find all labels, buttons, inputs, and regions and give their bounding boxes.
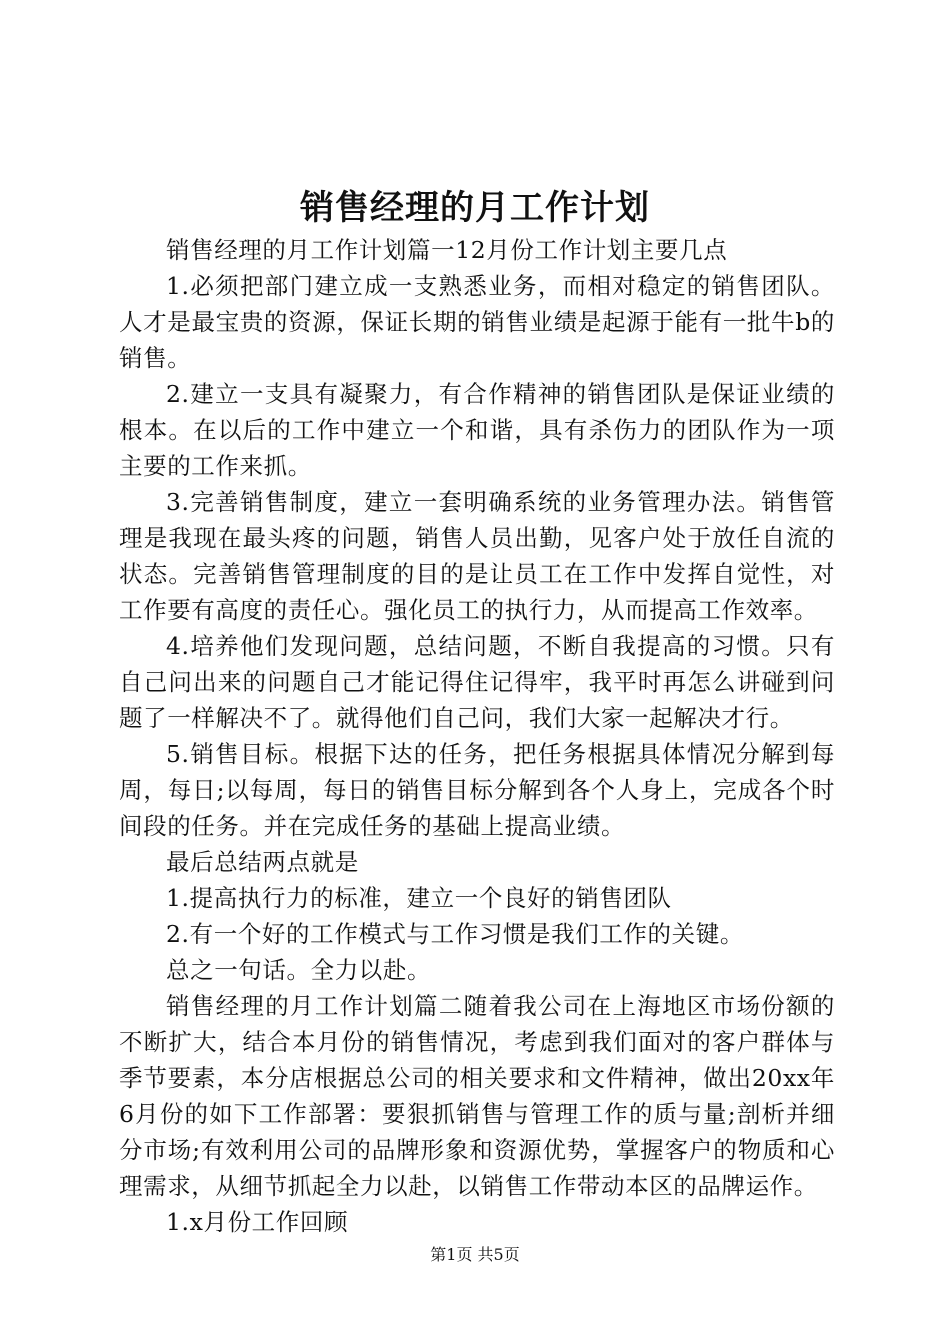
paragraph-summary-1: 1.提高执行力的标准，建立一个良好的销售团队 (166, 884, 672, 912)
page-footer: 第1页 共5页 (430, 1245, 520, 1264)
paragraph-item-5: 5.销售目标。根据下达的任务，把任务根据具体情况分解到每周，每日;以每周，每日的销售目标分解到各个人身上，完成各个时间段的任务。并在完成任务的基础上提高业绩。 (119, 740, 835, 840)
paragraph-summary-heading: 最后总结两点就是 (166, 848, 359, 876)
paragraph-conclusion: 总之一句话。全力以赴。 (166, 956, 432, 984)
paragraph-part-two: 销售经理的月工作计划篇二随着我公司在上海地区市场份额的不断扩大，结合本月份的销售情况，考虑到我们面对的客户群体与季节要素，本分店根据总公司的相关要求和文件精神，做出20xx年6月份的如下工作部署：要狠抓销售与管理工作的质与量;剖析并细分市场;有效利用公司的品牌形象和资源优势，掌握客户的物质和心理需求，从细节抓起全力以赴，以销售工作带动本区的品牌运作。 (119, 992, 835, 1200)
paragraph-item-1: 1.必须把部门建立成一支熟悉业务，而相对稳定的销售团队。人才是最宝贵的资源，保证长期的销售业绩是起源于能有一批牛b的销售。 (119, 272, 835, 372)
paragraph-item-3: 3.完善销售制度，建立一套明确系统的业务管理办法。销售管理是我现在最头疼的问题，销售人员出勤，见客户处于放任自流的状态。完善销售管理制度的目的是让员工在工作中发挥自觉性，对工作要有高度的责任心。强化员工的执行力，从而提高工作效率。 (119, 488, 835, 624)
paragraph-item-2: 2.建立一支具有凝聚力，有合作精神的销售团队是保证业绩的根本。在以后的工作中建立一个和谐，具有杀伤力的团队作为一项主要的工作来抓。 (119, 380, 835, 480)
paragraph-item-4: 4.培养他们发现问题，总结问题，不断自我提高的习惯。只有自己问出来的问题自己才能记得住记得牢，我平时再怎么讲碰到问题了一样解决不了。就得他们自己问，我们大家一起解决才行。 (119, 632, 835, 732)
paragraph-summary-2: 2.有一个好的工作模式与工作习惯是我们工作的关键。 (166, 920, 744, 948)
document-title: 销售经理的月工作计划 (300, 188, 650, 228)
document-body (119, 232, 835, 1240)
paragraph-intro: 销售经理的月工作计划篇一12月份工作计划主要几点 (166, 236, 728, 264)
paragraph-review-heading: 1.x月份工作回顾 (166, 1208, 349, 1236)
